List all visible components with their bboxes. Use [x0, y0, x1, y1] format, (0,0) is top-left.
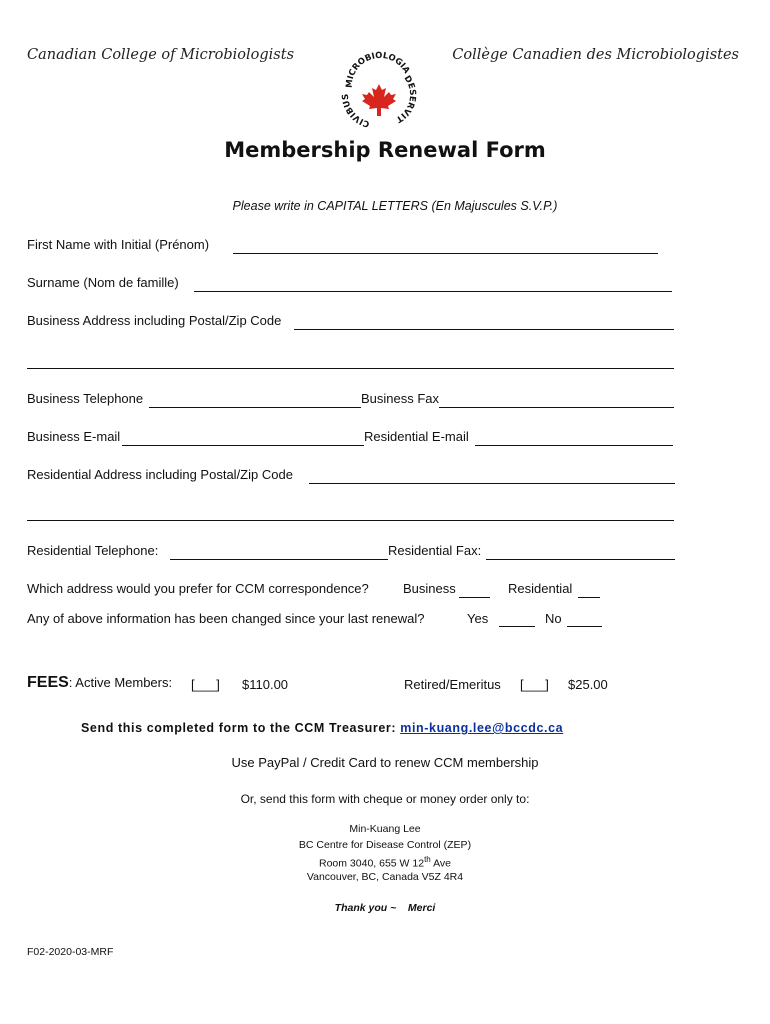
- correspondence-question: Which address would you prefer for CCM correspondence?: [27, 581, 369, 596]
- business-option-label: Business: [403, 581, 456, 596]
- fees-heading: FEES: [27, 674, 69, 691]
- fees-row: [27, 674, 172, 692]
- room-prefix: Room 3040, 655 W 12: [319, 857, 425, 870]
- no-option-blank[interactable]: [567, 626, 602, 627]
- send-form-line: [81, 721, 563, 735]
- business-address-line-1[interactable]: [294, 329, 674, 330]
- logo-text-right: DESERVIT: [393, 74, 418, 125]
- treasurer-name: Min-Kuang Lee: [349, 823, 421, 835]
- room-superscript: th: [424, 855, 431, 864]
- no-option-label: No: [545, 611, 562, 626]
- residential-telephone-label: Residential Telephone:: [27, 543, 159, 558]
- residential-telephone-line[interactable]: [170, 559, 388, 560]
- residential-address-line-2[interactable]: [27, 520, 674, 521]
- business-email-label: Business E-mail: [27, 429, 121, 444]
- business-telephone-line[interactable]: [149, 407, 361, 408]
- residential-option-label: Residential: [508, 581, 573, 596]
- logo-text-left: CIVIBUS: [340, 93, 371, 129]
- thank-you-text: Thank you ~ Merci: [334, 902, 436, 914]
- capital-letters-instruction: Please write in CAPITAL LETTERS (En Majuscules S.V.P.): [232, 199, 558, 213]
- business-address-line-2[interactable]: [27, 368, 674, 369]
- residential-email-line[interactable]: [475, 445, 673, 446]
- paypal-instruction: Use PayPal / Credit Card to renew CCM membership: [231, 755, 539, 770]
- business-email-line[interactable]: [122, 445, 364, 446]
- business-fax-label: Business Fax: [361, 391, 440, 406]
- residential-fax-label: Residential Fax:: [388, 543, 482, 558]
- college-name-english: Canadian College of Microbiologists: [27, 47, 295, 63]
- room-suffix: Ave: [430, 857, 451, 870]
- residential-fax-line[interactable]: [486, 559, 675, 560]
- retired-emeritus-label: Retired/Emeritus: [404, 677, 501, 692]
- yes-option-blank[interactable]: [499, 626, 535, 627]
- residential-option-blank[interactable]: [578, 597, 600, 598]
- form-code: F02-2020-03-MRF: [27, 946, 114, 958]
- svg-text:DESERVIT: [394, 74, 417, 124]
- active-members-amount: $110.00: [242, 677, 289, 692]
- changed-question: Any of above information has been changed since your last renewal?: [27, 611, 425, 626]
- active-members-checkbox[interactable]: [___]: [191, 677, 220, 692]
- business-address-label: Business Address including Postal/Zip Code: [27, 313, 282, 328]
- svg-text:MICROBIOLOGIA: [345, 51, 412, 88]
- surname-line[interactable]: [194, 291, 672, 292]
- retired-emeritus-amount: $25.00: [568, 677, 608, 692]
- retired-emeritus-checkbox[interactable]: [___]: [520, 677, 549, 692]
- first-name-line[interactable]: [233, 253, 658, 254]
- treasurer-city: Vancouver, BC, Canada V5Z 4R4: [306, 871, 464, 883]
- ccm-logo: [334, 40, 424, 130]
- college-name-french: Collège Canadien des Microbiologistes: [452, 47, 739, 63]
- yes-option-label: Yes: [467, 611, 489, 626]
- treasurer-email-link[interactable]: min-kuang.lee@bccdc.ca: [400, 721, 564, 735]
- form-title: Membership Renewal Form: [224, 138, 546, 162]
- business-option-blank[interactable]: [459, 597, 490, 598]
- first-name-label: First Name with Initial (Prénom): [27, 237, 210, 252]
- surname-label: Surname (Nom de famille): [27, 275, 179, 290]
- residential-address-label: Residential Address including Postal/Zip Code: [27, 467, 293, 482]
- maple-leaf-icon: [362, 84, 396, 116]
- treasurer-street: [0, 855, 770, 870]
- residential-email-label: Residential E-mail: [364, 429, 469, 444]
- logo-text-top: MICROBIOLOGIA: [344, 50, 412, 89]
- send-form-text: Send this completed form to the CCM Treasurer:: [81, 721, 397, 735]
- business-fax-line[interactable]: [439, 407, 674, 408]
- residential-address-line-1[interactable]: [309, 483, 675, 484]
- business-telephone-label: Business Telephone: [27, 391, 144, 406]
- active-members-label: : Active Members:: [68, 675, 173, 690]
- cheque-instruction: Or, send this form with cheque or money order only to:: [240, 792, 530, 806]
- treasurer-organization: BC Centre for Disease Control (ZEP): [298, 839, 472, 851]
